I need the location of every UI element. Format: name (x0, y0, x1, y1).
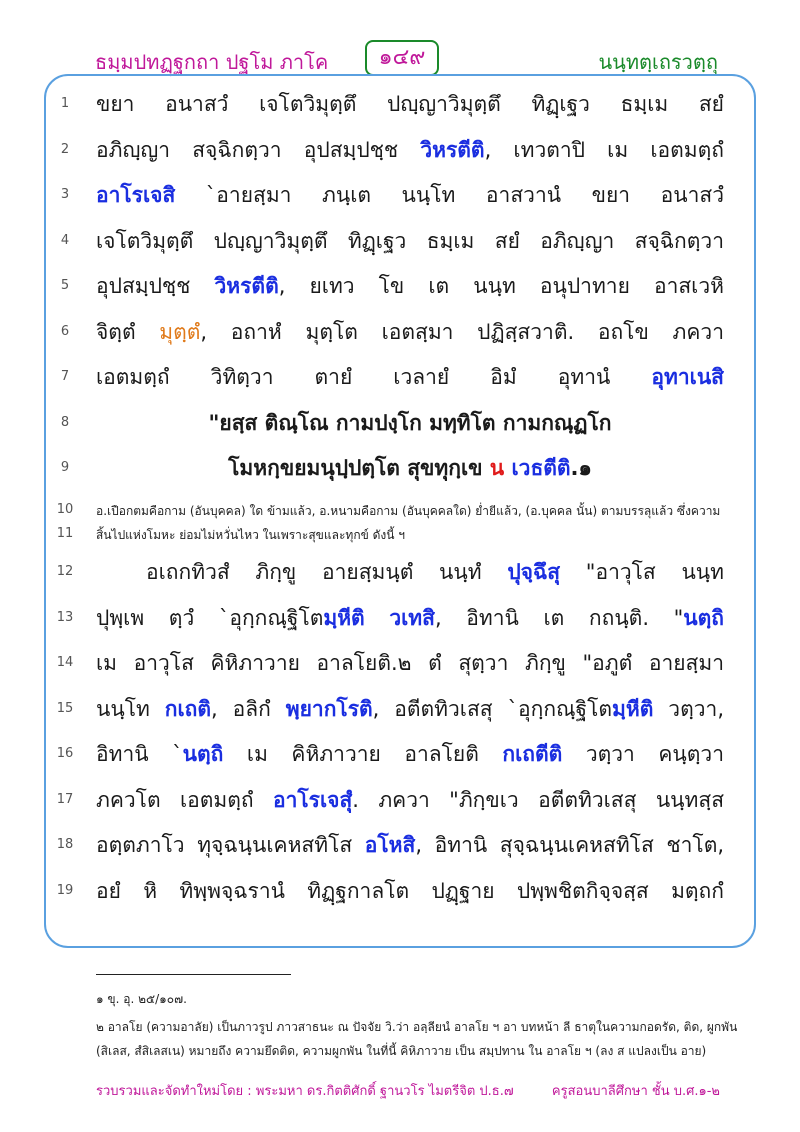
text-segment: เอตมตฺถํ วิทิตฺวา ตายํ เวลายํ อิมํ อุทานํ (96, 365, 652, 389)
line-number: 19 (56, 882, 74, 898)
text-line (0, 869, 800, 915)
text-line (0, 82, 800, 128)
footnote-divider (96, 974, 291, 975)
text-segment (365, 606, 390, 630)
highlighted-word: วิหรตีติ (420, 137, 485, 162)
text-segment: อุปสมฺปชฺช (96, 274, 215, 298)
pali-text (96, 869, 724, 913)
text-segment: อเถกทิวสํ ภิกฺขู อายสฺมนฺตํ นนฺทํ (146, 560, 508, 584)
highlighted-word: อาโรเจสิ (96, 183, 176, 207)
text-segment: ขยา อนาสวํ เจโตวิมุตฺตึ ปญฺญาวิมุตฺตึ ทิฏฺเฐว ธมฺเม สยํ (96, 92, 724, 116)
line-number: 13 (56, 609, 74, 625)
pali-text (96, 310, 724, 354)
text-segment: .๑ (570, 456, 592, 480)
text-segment: "อาวุโส นนฺท (560, 560, 725, 584)
text-line (0, 778, 800, 824)
chapter-title: นนฺทตฺเถรวตฺถุ (598, 50, 718, 74)
text-line (0, 732, 800, 778)
pali-text (96, 641, 724, 685)
line-number: 7 (60, 369, 70, 384)
pali-text (96, 732, 724, 776)
highlighted-word: อุทาเนสิ (651, 365, 724, 389)
footnote-1: ๑ ขุ. อุ. ๒๕/๑๐๗. (96, 992, 187, 1006)
text-segment: วตฺวา, (653, 696, 724, 721)
text-line (0, 401, 800, 447)
text-segment: , อิทานิ สุจฺฉนฺนเคหสทิโส ชาโต, (415, 833, 725, 857)
text-line (0, 823, 800, 869)
line-number: 6 (60, 323, 70, 339)
pali-text (146, 550, 724, 594)
text-segment: , เทวตาปิ เม เอตมตฺถํ (484, 137, 724, 162)
line-number: 1 (60, 96, 70, 111)
highlighted-word: นตฺถิ (683, 605, 724, 630)
footer-course: ครูสอนบาลีศึกษา ชั้น บ.ศ.๑-๒ (551, 1084, 720, 1099)
highlighted-word: มฺหีติ (612, 696, 654, 721)
text-segment: จิตฺตํ (96, 319, 160, 344)
pali-text (96, 82, 724, 126)
text-segment: อภิญฺญา สจฺฉิกตฺวา อุปสมฺปชฺช (96, 137, 421, 162)
text-segment: เม คิหิภาวาย อาลโยติ (223, 742, 503, 766)
text-segment: `อายสฺมา ภนฺเต นนฺโท อาสวานํ ขยา อนาสวํ (175, 183, 724, 207)
line-number: 10 (56, 502, 74, 517)
pali-text (96, 596, 724, 640)
pali-text (96, 355, 724, 399)
footer-author: รวบรวมและจัดทำใหม่โดย : พระมหา ดร.กิตติศักดิ์ ฐานวโร ไมตรีจิต ป.ธ.๗ (96, 1084, 514, 1099)
pali-text (96, 823, 724, 867)
text-segment: , อลิกํ (211, 696, 286, 721)
text-segment: อยํ หิ ทิพฺพจฺฉรานํ ทิฏฺฐกาลโต ปฏฺฐาย ปพฺพชิตกิจฺจสฺส มตฺถกํ (96, 878, 724, 903)
text-line (0, 128, 800, 174)
text-segment: , อตีตทิวเสสุ `อุกฺกณฺฐิโต (372, 696, 613, 721)
line-number: 9 (60, 460, 70, 475)
text-line (0, 310, 800, 356)
text-line (0, 687, 800, 733)
highlighted-word: วิหรตีติ (214, 274, 279, 298)
highlighted-word: อาโรเจสุํ (273, 787, 353, 812)
page-number-badge: ๑๔๙ (365, 40, 439, 76)
text-segment: เม อาวุโส คิหิภาวาย อาลโยติ.๒ ตํ สุตฺวา ภิกฺขู "อภูตํ อายสฺมา (96, 651, 724, 675)
text-segment: . ภควา "ภิกฺขเว อตีตทิวเสสุ นนฺทสฺส (352, 787, 725, 812)
translation-note-line-2 (0, 522, 800, 548)
line-number: 16 (56, 746, 74, 761)
text-segment: , ยเทว โข เต นนฺท อนุปาทาย อาสเวหิ (278, 274, 724, 298)
pali-text (96, 401, 724, 445)
footnote-2: ๒ อาลโย (ความอาลัย) เป็นภาวรูป ภาวสาธนะ ณ ปัจจัย วิ.ว่า อลฺลียนํ อาลโย ฯ อา บทหน้า ลี ธาตุในความกอดรัด, ติด, ผูกพัน (96, 1020, 738, 1034)
highlighted-word: ปุจฺฉึสุ (507, 560, 561, 584)
footnote-2-continued: (สิเลส, สํสิเลสเน) หมายถึง ความยึดติด, ความผูกพัน ในที่นี้ คิหิภาวาย เป็น สมฺปทาน ใน อาลโย ฯ (ลง ส แปลงเป็น อาย) (96, 1044, 707, 1058)
text-line (0, 355, 800, 401)
text-segment: เจโตวิมุตฺตึ ปญฺญาวิมุตฺตึ ทิฏฺเฐว ธมฺเม สยํ อภิญฺญา สจฺฉิกตฺวา (96, 228, 724, 253)
text-line (0, 550, 800, 596)
text-segment: นนฺโท (96, 696, 165, 721)
pali-text (96, 446, 724, 490)
line-number: 4 (60, 232, 70, 248)
pali-text (96, 128, 724, 172)
pali-text (96, 173, 724, 217)
line-number: 12 (56, 564, 74, 579)
highlighted-word: อโหสิ (364, 833, 416, 857)
text-line (0, 641, 800, 687)
book-title: ธมฺมปทฏฺฐกถา ปฐโม ภาโค (95, 50, 329, 74)
line-number: 15 (56, 700, 74, 716)
line-number: 8 (60, 414, 70, 430)
text-segment: ภควโต เอตมตฺถํ (96, 787, 273, 812)
text-segment: อิทานิ ` (96, 742, 183, 766)
text-segment: ปุพฺเพ ตฺวํ `อุกฺกณฺฐิโต (96, 605, 324, 630)
highlighted-word: กเถติ (164, 696, 212, 721)
pali-text (96, 264, 724, 308)
text-segment: , อถาหํ มุตฺโต เอตสฺมา ปฏิสฺสวาติ. อถโข ภควา (200, 319, 724, 344)
pali-text (96, 778, 724, 822)
text-segment: อตฺตภาโว ทุจฺฉนฺนเคหสทิโส (96, 833, 365, 857)
line-number: 14 (56, 655, 74, 670)
highlighted-word: วเทสิ (389, 605, 435, 630)
highlighted-word: นตฺถิ (182, 742, 224, 766)
highlighted-word: พฺยากโรติ (285, 696, 373, 721)
translation-note-line-1 (0, 498, 800, 524)
text-line (0, 596, 800, 642)
highlighted-word: เวธตีติ (511, 456, 571, 480)
text-segment: , อิทานิ เต กถนฺติ. " (434, 605, 684, 630)
highlighted-word: มฺหีติ (323, 605, 365, 630)
pali-text (96, 219, 724, 263)
line-number: 2 (60, 141, 70, 157)
pali-text (96, 687, 724, 731)
translation-text: อ.เปือกตมคือกาม (อันบุคคล) ใด ข้ามแล้ว, อ.หนามคือกาม (อันบุคคลใด) ย่ำยีแล้ว, (อ.บุคคล นั้น) ตามบรรลุแล้ว ซึ่งความ (96, 504, 721, 518)
highlighted-word: น (489, 456, 505, 480)
text-line (0, 173, 800, 219)
text-line (0, 446, 800, 492)
text-segment: วตฺวา คนฺตฺวา (562, 742, 724, 766)
highlighted-word: กเถตีติ (502, 742, 563, 766)
line-number: 3 (60, 187, 70, 202)
text-segment: โมหกฺขยมนุปฺปตฺโต สุขทุกฺเข (228, 456, 490, 480)
text-line (0, 264, 800, 310)
text-line (0, 219, 800, 265)
line-number: 17 (56, 791, 74, 807)
line-number: 11 (56, 526, 74, 541)
highlighted-word: มุตฺตํ (159, 319, 201, 344)
translation-text: สิ้นไปแห่งโมหะ ย่อมไม่หวั่นไหว ในเพราะสุขและทุกข์ ดังนี้ ฯ (96, 528, 406, 542)
text-segment: "ยสฺส ติณฺโณ กามปงฺโก มทฺทิโต กามกณฺฏโก (208, 410, 612, 435)
line-number: 5 (60, 278, 70, 293)
page-header (0, 38, 800, 78)
line-number: 18 (56, 837, 74, 852)
